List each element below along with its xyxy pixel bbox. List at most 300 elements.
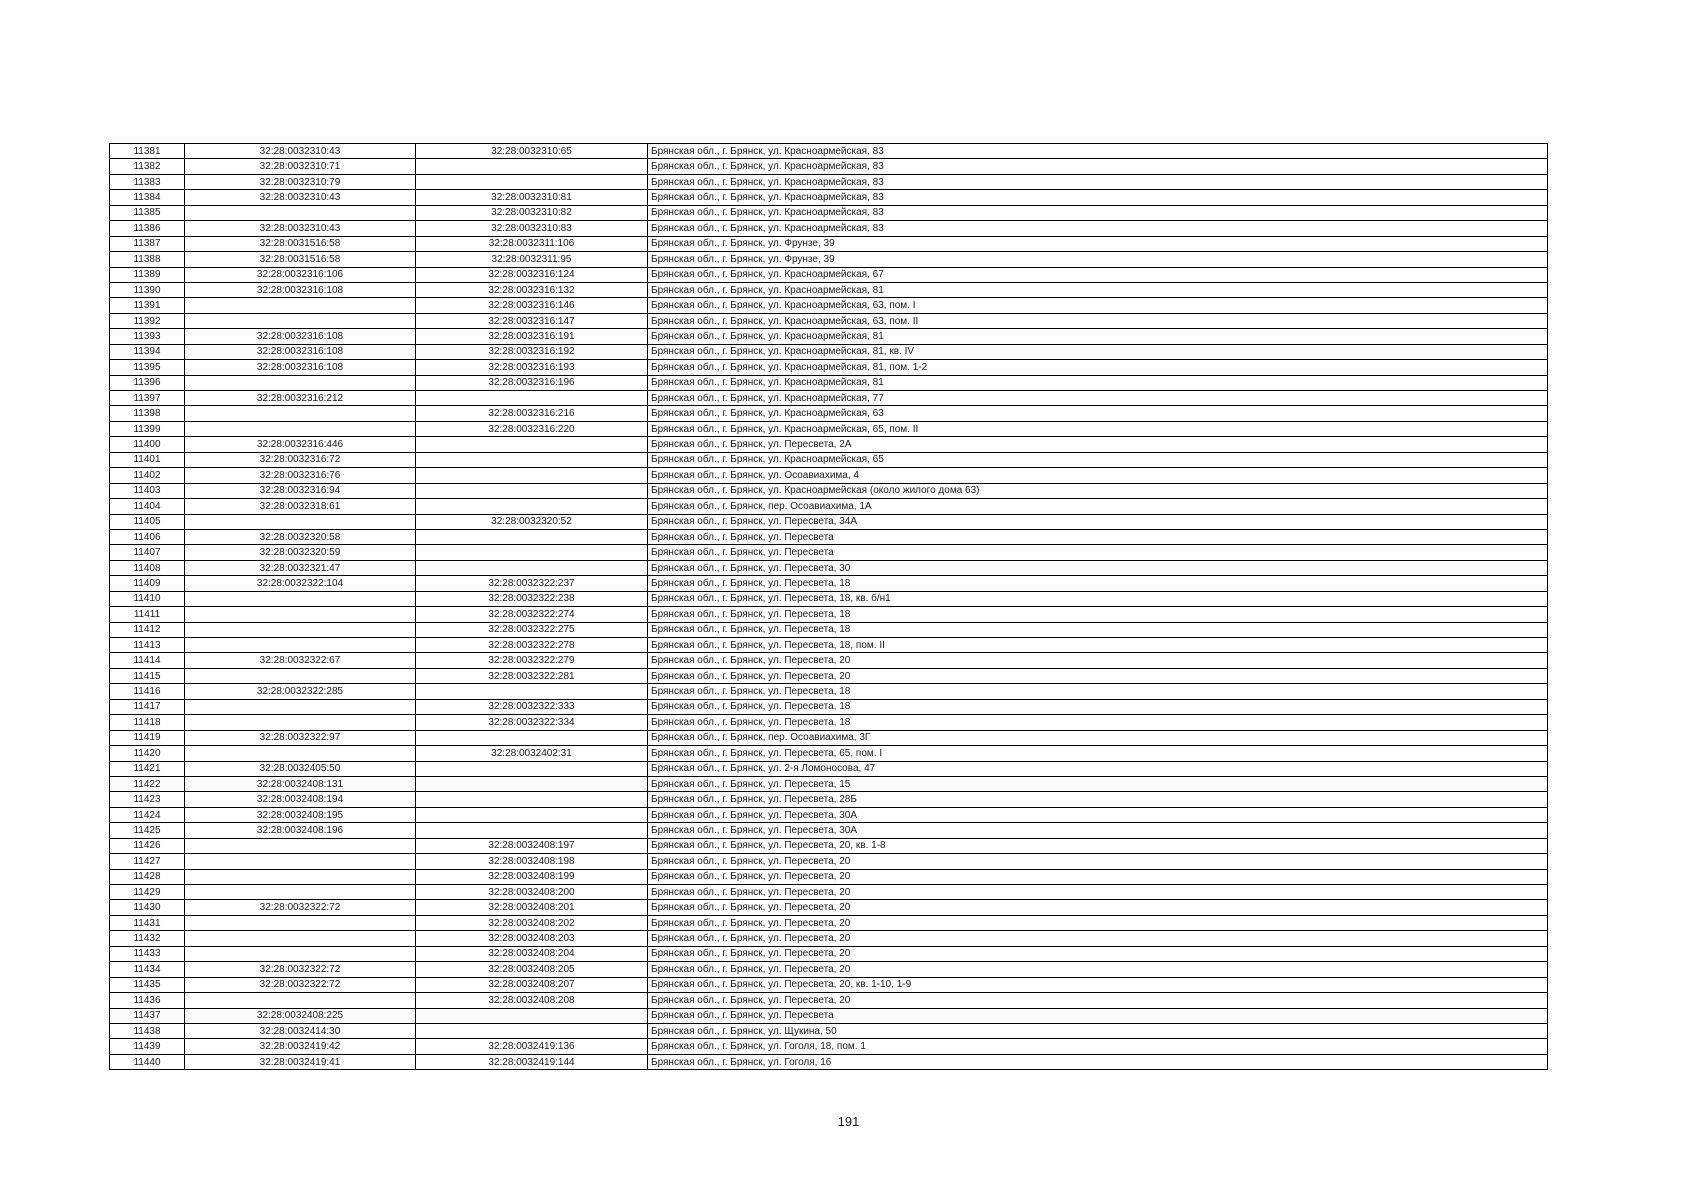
address-cell: Брянская обл., г. Брянск, ул. Пересвета, 20 [648, 946, 1548, 961]
table-row [110, 638, 1548, 653]
address-cell: Брянская обл., г. Брянск, ул. Гоголя, 18, пом. 1 [648, 1039, 1548, 1054]
row-number-cell: 11386 [110, 221, 185, 236]
table-row [110, 174, 1548, 189]
cadastral-number-cell [185, 715, 416, 730]
table-row [110, 946, 1548, 961]
object-cadastral-number-cell: 32:28:0032408:204 [416, 946, 648, 961]
object-cadastral-number-cell: 32:28:0032310:81 [416, 190, 648, 205]
table-row [110, 653, 1548, 668]
cadastral-number-cell [185, 746, 416, 761]
cadastral-number-cell: 32:28:0032408:131 [185, 776, 416, 791]
address-cell: Брянская обл., г. Брянск, ул. Пересвета, 20 [648, 962, 1548, 977]
row-number-cell: 11397 [110, 391, 185, 406]
row-number-cell: 11432 [110, 931, 185, 946]
table-row [110, 915, 1548, 930]
address-cell: Брянская обл., г. Брянск, ул. Пересвета, 18 [648, 576, 1548, 591]
cadastral-number-cell: 32:28:0032318:61 [185, 499, 416, 514]
address-cell: Брянская обл., г. Брянск, ул. Красноармейская, 63 [648, 406, 1548, 421]
row-number-cell: 11394 [110, 344, 185, 359]
object-cadastral-number-cell: 32:28:0032322:238 [416, 591, 648, 606]
address-cell: Брянская обл., г. Брянск, ул. Красноармейская, 83 [648, 174, 1548, 189]
row-number-cell: 11413 [110, 638, 185, 653]
table-row [110, 962, 1548, 977]
object-cadastral-number-cell [416, 545, 648, 560]
address-cell: Брянская обл., г. Брянск, ул. Пересвета, 18 [648, 607, 1548, 622]
table-row [110, 668, 1548, 683]
object-cadastral-number-cell: 32:28:0032322:237 [416, 576, 648, 591]
row-number-cell: 11419 [110, 730, 185, 745]
address-cell: Брянская обл., г. Брянск, пер. Осоавиахима, 3Г [648, 730, 1548, 745]
row-number-cell: 11404 [110, 499, 185, 514]
row-number-cell: 11398 [110, 406, 185, 421]
object-cadastral-number-cell: 32:28:0032316:192 [416, 344, 648, 359]
address-cell: Брянская обл., г. Брянск, ул. Пересвета, 28Б [648, 792, 1548, 807]
object-cadastral-number-cell: 32:28:0032322:274 [416, 607, 648, 622]
table-row [110, 221, 1548, 236]
cadastral-number-cell [185, 205, 416, 220]
table-row [110, 144, 1548, 159]
table-row [110, 529, 1548, 544]
address-cell: Брянская обл., г. Брянск, ул. Красноармейская, 83 [648, 190, 1548, 205]
cadastral-number-cell: 32:28:0032316:108 [185, 282, 416, 297]
table-row [110, 267, 1548, 282]
table-row [110, 746, 1548, 761]
address-cell: Брянская обл., г. Брянск, ул. Пересвета, 18 [648, 622, 1548, 637]
address-cell: Брянская обл., г. Брянск, ул. Щукина, 50 [648, 1023, 1548, 1038]
object-cadastral-number-cell [416, 437, 648, 452]
table-row [110, 1023, 1548, 1038]
object-cadastral-number-cell [416, 452, 648, 467]
object-cadastral-number-cell: 32:28:0032311:106 [416, 236, 648, 251]
row-number-cell: 11429 [110, 885, 185, 900]
cadastral-number-cell [185, 406, 416, 421]
cadastral-number-cell [185, 946, 416, 961]
address-cell: Брянская обл., г. Брянск, ул. Пересвета, 20 [648, 900, 1548, 915]
row-number-cell: 11390 [110, 282, 185, 297]
address-cell: Брянская обл., г. Брянск, ул. Пересвета, 20 [648, 993, 1548, 1008]
row-number-cell: 11431 [110, 915, 185, 930]
address-cell: Брянская обл., г. Брянск, ул. Красноармейская, 81 [648, 375, 1548, 390]
page-number: 191 [837, 1114, 860, 1129]
cadastral-number-cell: 32:28:0032408:225 [185, 1008, 416, 1023]
table-row [110, 375, 1548, 390]
cadastral-number-cell [185, 931, 416, 946]
row-number-cell: 11402 [110, 468, 185, 483]
object-cadastral-number-cell: 32:28:0032322:279 [416, 653, 648, 668]
address-cell: Брянская обл., г. Брянск, ул. Пересвета, 18 [648, 715, 1548, 730]
row-number-cell: 11434 [110, 962, 185, 977]
cadastral-number-cell: 32:28:0032405:50 [185, 761, 416, 776]
object-cadastral-number-cell: 32:28:0032316:124 [416, 267, 648, 282]
address-cell: Брянская обл., г. Брянск, ул. Красноармейская, 81, кв. IV [648, 344, 1548, 359]
object-cadastral-number-cell [416, 823, 648, 838]
address-cell: Брянская обл., г. Брянск, ул. Фрунзе, 39 [648, 252, 1548, 267]
table-row [110, 298, 1548, 313]
cadastral-number-cell: 32:28:0032310:43 [185, 144, 416, 159]
row-number-cell: 11414 [110, 653, 185, 668]
table-row [110, 452, 1548, 467]
row-number-cell: 11437 [110, 1008, 185, 1023]
cadastral-number-cell: 32:28:0032322:285 [185, 684, 416, 699]
table-row [110, 761, 1548, 776]
table-row [110, 715, 1548, 730]
row-number-cell: 11408 [110, 560, 185, 575]
address-cell: Брянская обл., г. Брянск, ул. Пересвета, 30 [648, 560, 1548, 575]
row-number-cell: 11433 [110, 946, 185, 961]
cadastral-number-cell: 32:28:0032322:72 [185, 977, 416, 992]
address-cell: Брянская обл., г. Брянск, ул. Фрунзе, 39 [648, 236, 1548, 251]
cadastral-number-cell: 32:28:0032316:212 [185, 391, 416, 406]
cadastral-number-cell: 32:28:0032322:72 [185, 900, 416, 915]
object-cadastral-number-cell [416, 730, 648, 745]
row-number-cell: 11389 [110, 267, 185, 282]
address-cell: Брянская обл., г. Брянск, ул. Красноармейская (около жилого дома 63) [648, 483, 1548, 498]
row-number-cell: 11418 [110, 715, 185, 730]
address-cell: Брянская обл., г. Брянск, ул. Красноармейская, 63, пом. I [648, 298, 1548, 313]
address-cell: Брянская обл., г. Брянск, ул. Пересвета, 30А [648, 823, 1548, 838]
address-cell: Брянская обл., г. Брянск, ул. Пересвета, 65, пом. I [648, 746, 1548, 761]
object-cadastral-number-cell: 32:28:0032316:216 [416, 406, 648, 421]
address-cell: Брянская обл., г. Брянск, ул. Красноармейская, 77 [648, 391, 1548, 406]
row-number-cell: 11399 [110, 421, 185, 436]
row-number-cell: 11416 [110, 684, 185, 699]
row-number-cell: 11383 [110, 174, 185, 189]
table-row [110, 252, 1548, 267]
object-cadastral-number-cell [416, 159, 648, 174]
cadastral-number-cell [185, 591, 416, 606]
address-cell: Брянская обл., г. Брянск, ул. Пересвета, 18, кв. б/н1 [648, 591, 1548, 606]
object-cadastral-number-cell [416, 174, 648, 189]
row-number-cell: 11427 [110, 854, 185, 869]
address-cell: Брянская обл., г. Брянск, ул. Пересвета, 18 [648, 684, 1548, 699]
address-cell: Брянская обл., г. Брянск, ул. Осоавиахима, 4 [648, 468, 1548, 483]
cadastral-number-cell [185, 313, 416, 328]
address-cell: Брянская обл., г. Брянск, ул. Красноармейская, 63, пом. II [648, 313, 1548, 328]
table-row [110, 730, 1548, 745]
object-cadastral-number-cell: 32:28:0032320:52 [416, 514, 648, 529]
object-cadastral-number-cell: 32:28:0032322:278 [416, 638, 648, 653]
cadastral-number-cell: 32:28:0032408:194 [185, 792, 416, 807]
cadastral-number-cell [185, 869, 416, 884]
object-cadastral-number-cell: 32:28:0032310:83 [416, 221, 648, 236]
row-number-cell: 11403 [110, 483, 185, 498]
cadastral-number-cell: 32:28:0032408:195 [185, 807, 416, 822]
row-number-cell: 11423 [110, 792, 185, 807]
address-cell: Брянская обл., г. Брянск, ул. Красноармейская, 83 [648, 144, 1548, 159]
address-cell: Брянская обл., г. Брянск, ул. Пересвета, 2А [648, 437, 1548, 452]
cadastral-number-cell: 32:28:0032322:67 [185, 653, 416, 668]
object-cadastral-number-cell: 32:28:0032322:334 [416, 715, 648, 730]
cadastral-number-cell: 32:28:0032316:108 [185, 329, 416, 344]
cadastral-registry-table [109, 143, 1548, 1070]
object-cadastral-number-cell [416, 499, 648, 514]
table-row [110, 282, 1548, 297]
object-cadastral-number-cell: 32:28:0032419:144 [416, 1054, 648, 1069]
row-number-cell: 11412 [110, 622, 185, 637]
row-number-cell: 11435 [110, 977, 185, 992]
cadastral-number-cell: 32:28:0032322:72 [185, 962, 416, 977]
row-number-cell: 11422 [110, 776, 185, 791]
cadastral-number-cell [185, 838, 416, 853]
cadastral-number-cell: 32:28:0032321:47 [185, 560, 416, 575]
table-row [110, 437, 1548, 452]
object-cadastral-number-cell: 32:28:0032316:147 [416, 313, 648, 328]
cadastral-number-cell: 32:28:0032320:58 [185, 529, 416, 544]
address-cell: Брянская обл., г. Брянск, ул. Пересвета [648, 529, 1548, 544]
cadastral-number-cell: 32:28:0032414:30 [185, 1023, 416, 1038]
address-cell: Брянская обл., г. Брянск, ул. Красноармейская, 65, пом. II [648, 421, 1548, 436]
object-cadastral-number-cell: 32:28:0032310:82 [416, 205, 648, 220]
registry-table-body [110, 144, 1548, 1070]
cadastral-number-cell [185, 514, 416, 529]
object-cadastral-number-cell: 32:28:0032408:202 [416, 915, 648, 930]
table-row [110, 560, 1548, 575]
table-row [110, 360, 1548, 375]
cadastral-number-cell [185, 854, 416, 869]
table-row [110, 468, 1548, 483]
row-number-cell: 11400 [110, 437, 185, 452]
table-row [110, 885, 1548, 900]
address-cell: Брянская обл., г. Брянск, ул. Пересвета, 34А [648, 514, 1548, 529]
object-cadastral-number-cell: 32:28:0032402:31 [416, 746, 648, 761]
row-number-cell: 11430 [110, 900, 185, 915]
cadastral-number-cell: 32:28:0032419:41 [185, 1054, 416, 1069]
object-cadastral-number-cell [416, 483, 648, 498]
table-row [110, 823, 1548, 838]
table-row [110, 591, 1548, 606]
cadastral-number-cell: 32:28:0032310:79 [185, 174, 416, 189]
address-cell: Брянская обл., г. Брянск, ул. Красноармейская, 81 [648, 282, 1548, 297]
row-number-cell: 11438 [110, 1023, 185, 1038]
table-row [110, 807, 1548, 822]
cadastral-number-cell [185, 298, 416, 313]
table-row [110, 391, 1548, 406]
address-cell: Брянская обл., г. Брянск, пер. Осоавиахима, 1А [648, 499, 1548, 514]
cadastral-number-cell [185, 622, 416, 637]
cadastral-number-cell: 32:28:0032322:97 [185, 730, 416, 745]
address-cell: Брянская обл., г. Брянск, ул. Пересвета, 20 [648, 869, 1548, 884]
table-row [110, 684, 1548, 699]
row-number-cell: 11428 [110, 869, 185, 884]
object-cadastral-number-cell [416, 776, 648, 791]
object-cadastral-number-cell: 32:28:0032310:65 [416, 144, 648, 159]
object-cadastral-number-cell [416, 1023, 648, 1038]
object-cadastral-number-cell: 32:28:0032408:207 [416, 977, 648, 992]
table-row [110, 329, 1548, 344]
row-number-cell: 11439 [110, 1039, 185, 1054]
address-cell: Брянская обл., г. Брянск, ул. Красноармейская, 65 [648, 452, 1548, 467]
row-number-cell: 11393 [110, 329, 185, 344]
table-row [110, 344, 1548, 359]
cadastral-number-cell: 32:28:0031516:58 [185, 236, 416, 251]
object-cadastral-number-cell: 32:28:0032419:136 [416, 1039, 648, 1054]
object-cadastral-number-cell: 32:28:0032322:275 [416, 622, 648, 637]
object-cadastral-number-cell: 32:28:0032322:281 [416, 668, 648, 683]
object-cadastral-number-cell [416, 807, 648, 822]
row-number-cell: 11396 [110, 375, 185, 390]
object-cadastral-number-cell: 32:28:0032408:208 [416, 993, 648, 1008]
cadastral-number-cell: 32:28:0032316:108 [185, 344, 416, 359]
table-row [110, 622, 1548, 637]
table-row [110, 869, 1548, 884]
row-number-cell: 11384 [110, 190, 185, 205]
object-cadastral-number-cell: 32:28:0032408:201 [416, 900, 648, 915]
cadastral-number-cell: 32:28:0032316:108 [185, 360, 416, 375]
object-cadastral-number-cell: 32:28:0032316:132 [416, 282, 648, 297]
address-cell: Брянская обл., г. Брянск, ул. Красноармейская, 81, пом. 1-2 [648, 360, 1548, 375]
cadastral-number-cell: 32:28:0031516:58 [185, 252, 416, 267]
address-cell: Брянская обл., г. Брянск, ул. Пересвета [648, 1008, 1548, 1023]
address-cell: Брянская обл., г. Брянск, ул. Пересвета, 20 [648, 885, 1548, 900]
object-cadastral-number-cell: 32:28:0032316:196 [416, 375, 648, 390]
table-row [110, 406, 1548, 421]
table-row [110, 977, 1548, 992]
table-row [110, 421, 1548, 436]
table-row [110, 545, 1548, 560]
address-cell: Брянская обл., г. Брянск, ул. Пересвета, 20, кв. 1-10, 1-9 [648, 977, 1548, 992]
table-row [110, 993, 1548, 1008]
object-cadastral-number-cell: 32:28:0032408:199 [416, 869, 648, 884]
table-row [110, 1054, 1548, 1069]
row-number-cell: 11410 [110, 591, 185, 606]
table-row [110, 699, 1548, 714]
cadastral-number-cell: 32:28:0032310:71 [185, 159, 416, 174]
object-cadastral-number-cell [416, 560, 648, 575]
object-cadastral-number-cell [416, 761, 648, 776]
row-number-cell: 11421 [110, 761, 185, 776]
cadastral-number-cell: 32:28:0032316:76 [185, 468, 416, 483]
cadastral-number-cell: 32:28:0032316:72 [185, 452, 416, 467]
row-number-cell: 11387 [110, 236, 185, 251]
table-row [110, 576, 1548, 591]
object-cadastral-number-cell [416, 792, 648, 807]
table-row [110, 900, 1548, 915]
table-row [110, 1039, 1548, 1054]
address-cell: Брянская обл., г. Брянск, ул. Пересвета, 18 [648, 699, 1548, 714]
table-row [110, 607, 1548, 622]
cadastral-number-cell: 32:28:0032316:446 [185, 437, 416, 452]
address-cell: Брянская обл., г. Брянск, ул. Красноармейская, 81 [648, 329, 1548, 344]
address-cell: Брянская обл., г. Брянск, ул. 2-я Ломоносова, 47 [648, 761, 1548, 776]
row-number-cell: 11417 [110, 699, 185, 714]
table-row [110, 483, 1548, 498]
object-cadastral-number-cell: 32:28:0032408:198 [416, 854, 648, 869]
object-cadastral-number-cell: 32:28:0032316:193 [416, 360, 648, 375]
object-cadastral-number-cell [416, 529, 648, 544]
table-row [110, 1008, 1548, 1023]
object-cadastral-number-cell: 32:28:0032408:197 [416, 838, 648, 853]
cadastral-number-cell: 32:28:0032316:106 [185, 267, 416, 282]
object-cadastral-number-cell: 32:28:0032311:95 [416, 252, 648, 267]
cadastral-number-cell: 32:28:0032320:59 [185, 545, 416, 560]
row-number-cell: 11415 [110, 668, 185, 683]
object-cadastral-number-cell: 32:28:0032316:191 [416, 329, 648, 344]
table-row [110, 838, 1548, 853]
cadastral-number-cell: 32:28:0032419:42 [185, 1039, 416, 1054]
row-number-cell: 11392 [110, 313, 185, 328]
row-number-cell: 11406 [110, 529, 185, 544]
address-cell: Брянская обл., г. Брянск, ул. Красноармейская, 83 [648, 159, 1548, 174]
cadastral-number-cell [185, 607, 416, 622]
address-cell: Брянская обл., г. Брянск, ул. Пересвета, 20 [648, 915, 1548, 930]
cadastral-number-cell: 32:28:0032310:43 [185, 221, 416, 236]
row-number-cell: 11385 [110, 205, 185, 220]
row-number-cell: 11401 [110, 452, 185, 467]
cadastral-number-cell: 32:28:0032310:43 [185, 190, 416, 205]
row-number-cell: 11440 [110, 1054, 185, 1069]
cadastral-number-cell [185, 915, 416, 930]
row-number-cell: 11388 [110, 252, 185, 267]
address-cell: Брянская обл., г. Брянск, ул. Пересвета, 20 [648, 931, 1548, 946]
cadastral-number-cell [185, 668, 416, 683]
table-row [110, 931, 1548, 946]
cadastral-number-cell: 32:28:0032316:94 [185, 483, 416, 498]
row-number-cell: 11381 [110, 144, 185, 159]
address-cell: Брянская обл., г. Брянск, ул. Пересвета, 20 [648, 668, 1548, 683]
table-row [110, 159, 1548, 174]
table-row [110, 236, 1548, 251]
cadastral-number-cell: 32:28:0032322:104 [185, 576, 416, 591]
table-row [110, 499, 1548, 514]
object-cadastral-number-cell: 32:28:0032322:333 [416, 699, 648, 714]
address-cell: Брянская обл., г. Брянск, ул. Гоголя, 16 [648, 1054, 1548, 1069]
address-cell: Брянская обл., г. Брянск, ул. Пересвета, 15 [648, 776, 1548, 791]
row-number-cell: 11407 [110, 545, 185, 560]
row-number-cell: 11411 [110, 607, 185, 622]
address-cell: Брянская обл., г. Брянск, ул. Красноармейская, 83 [648, 221, 1548, 236]
address-cell: Брянская обл., г. Брянск, ул. Пересвета [648, 545, 1548, 560]
address-cell: Брянская обл., г. Брянск, ул. Красноармейская, 83 [648, 205, 1548, 220]
row-number-cell: 11409 [110, 576, 185, 591]
row-number-cell: 11382 [110, 159, 185, 174]
cadastral-number-cell: 32:28:0032408:196 [185, 823, 416, 838]
address-cell: Брянская обл., г. Брянск, ул. Пересвета, 20, кв. 1-8 [648, 838, 1548, 853]
table-row [110, 854, 1548, 869]
row-number-cell: 11405 [110, 514, 185, 529]
row-number-cell: 11426 [110, 838, 185, 853]
row-number-cell: 11436 [110, 993, 185, 1008]
object-cadastral-number-cell [416, 1008, 648, 1023]
table-row [110, 776, 1548, 791]
object-cadastral-number-cell: 32:28:0032316:146 [416, 298, 648, 313]
address-cell: Брянская обл., г. Брянск, ул. Пересвета, 18, пом. II [648, 638, 1548, 653]
object-cadastral-number-cell: 32:28:0032316:220 [416, 421, 648, 436]
row-number-cell: 11425 [110, 823, 185, 838]
cadastral-number-cell [185, 375, 416, 390]
object-cadastral-number-cell: 32:28:0032408:205 [416, 962, 648, 977]
cadastral-number-cell [185, 699, 416, 714]
table-row [110, 514, 1548, 529]
table-row [110, 313, 1548, 328]
cadastral-number-cell [185, 638, 416, 653]
address-cell: Брянская обл., г. Брянск, ул. Пересвета, 30А [648, 807, 1548, 822]
object-cadastral-number-cell [416, 468, 648, 483]
object-cadastral-number-cell [416, 391, 648, 406]
cadastral-number-cell [185, 885, 416, 900]
address-cell: Брянская обл., г. Брянск, ул. Красноармейская, 67 [648, 267, 1548, 282]
row-number-cell: 11391 [110, 298, 185, 313]
table-row [110, 190, 1548, 205]
cadastral-number-cell [185, 421, 416, 436]
row-number-cell: 11424 [110, 807, 185, 822]
table-row [110, 205, 1548, 220]
object-cadastral-number-cell [416, 684, 648, 699]
table-row [110, 792, 1548, 807]
row-number-cell: 11395 [110, 360, 185, 375]
address-cell: Брянская обл., г. Брянск, ул. Пересвета, 20 [648, 854, 1548, 869]
cadastral-number-cell [185, 993, 416, 1008]
object-cadastral-number-cell: 32:28:0032408:203 [416, 931, 648, 946]
